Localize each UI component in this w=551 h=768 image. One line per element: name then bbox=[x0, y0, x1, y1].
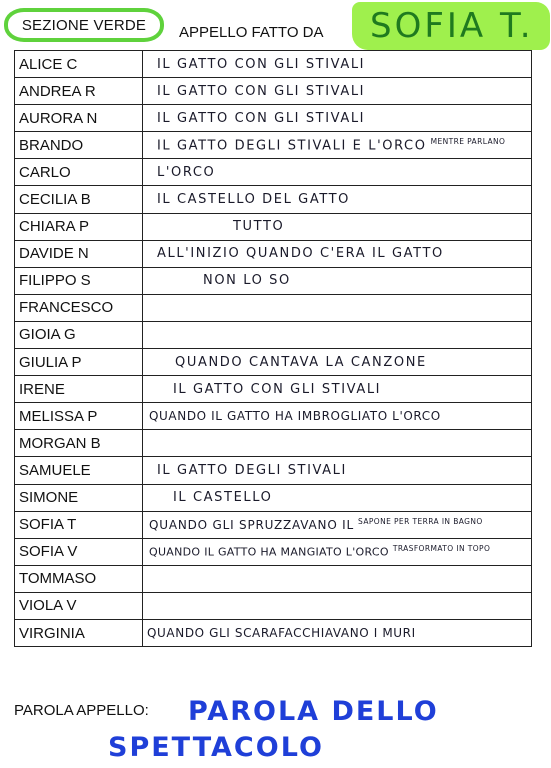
table-row bbox=[15, 592, 532, 619]
student-answer bbox=[143, 105, 532, 132]
answer-text: NON LO SO bbox=[203, 273, 291, 289]
roll-call-table bbox=[14, 50, 532, 647]
student-name: TOMMASO bbox=[15, 565, 143, 592]
student-name: ALICE C bbox=[15, 51, 143, 78]
table-row bbox=[15, 105, 532, 132]
answer-text: IL GATTO CON GLI STIVALI bbox=[157, 110, 366, 126]
answer-text: IL CASTELLO bbox=[173, 490, 273, 506]
student-answer bbox=[143, 213, 532, 240]
table-row bbox=[15, 213, 532, 240]
student-answer bbox=[143, 78, 532, 105]
answer-text: QUANDO GLI SPRUZZAVANO IL bbox=[149, 518, 355, 533]
roll-call-rows bbox=[15, 51, 532, 647]
student-name: ANDREA R bbox=[15, 78, 143, 105]
student-name: VIRGINIA bbox=[15, 619, 143, 646]
student-name: SOFIA V bbox=[15, 538, 143, 565]
answer-text: IL CASTELLO DEL GATTO bbox=[157, 192, 351, 208]
student-name: AURORA N bbox=[15, 105, 143, 132]
student-answer bbox=[143, 565, 532, 592]
student-name: DAVIDE N bbox=[15, 240, 143, 267]
answer-text: QUANDO CANTAVA LA CANZONE bbox=[175, 354, 427, 370]
section-name: SEZIONE VERDE bbox=[21, 17, 147, 34]
student-name: CHIARA P bbox=[15, 213, 143, 240]
student-name: FRANCESCO bbox=[15, 294, 143, 321]
sheet-header bbox=[0, 0, 551, 56]
roll-word-value bbox=[108, 694, 448, 766]
answer-text: IL GATTO CON GLI STIVALI bbox=[173, 381, 382, 397]
answer-text: L'ORCO bbox=[157, 164, 216, 180]
table-row bbox=[15, 484, 532, 511]
called-by-value: SOFIA T. bbox=[370, 6, 534, 46]
answer-note: TRASFORMATO IN TOPO bbox=[392, 544, 491, 554]
table-row bbox=[15, 457, 532, 484]
table-row bbox=[15, 51, 532, 78]
student-answer bbox=[143, 267, 532, 294]
student-answer bbox=[143, 321, 532, 348]
student-answer bbox=[143, 159, 532, 186]
answer-text: TUTTO bbox=[233, 219, 285, 235]
student-name: SAMUELE bbox=[15, 457, 143, 484]
student-name: IRENE bbox=[15, 376, 143, 403]
table-row bbox=[15, 78, 532, 105]
table-row bbox=[15, 240, 532, 267]
student-name: GIOIA G bbox=[15, 321, 143, 348]
table-row bbox=[15, 186, 532, 213]
answer-text: ALL'INIZIO QUANDO C'ERA IL GATTO bbox=[157, 246, 444, 262]
student-answer bbox=[143, 186, 532, 213]
answer-text: QUANDO IL GATTO HA IMBROGLIATO L'ORCO bbox=[149, 409, 441, 424]
table-row bbox=[15, 376, 532, 403]
student-name: SIMONE bbox=[15, 484, 143, 511]
student-name: CARLO bbox=[15, 159, 143, 186]
answer-text: IL GATTO DEGLI STIVALI E L'ORCO bbox=[157, 138, 427, 154]
table-row bbox=[15, 565, 532, 592]
student-answer bbox=[143, 511, 532, 538]
student-answer bbox=[143, 403, 532, 430]
student-answer bbox=[143, 349, 532, 376]
student-answer bbox=[143, 538, 532, 565]
answer-text: QUANDO IL GATTO HA MANGIATO L'ORCO bbox=[149, 546, 389, 560]
table-row bbox=[15, 321, 532, 348]
student-answer bbox=[143, 294, 532, 321]
answer-text: QUANDO GLI SCARAFACCHIAVANO I MURI bbox=[147, 626, 416, 641]
answer-text: IL GATTO CON GLI STIVALI bbox=[157, 56, 366, 72]
student-answer bbox=[143, 592, 532, 619]
table-row bbox=[15, 132, 532, 159]
student-answer bbox=[143, 457, 532, 484]
answer-text: IL GATTO DEGLI STIVALI bbox=[157, 462, 347, 478]
answer-note: MENTRE PARLANO bbox=[430, 137, 506, 147]
student-name: MORGAN B bbox=[15, 430, 143, 457]
called-by-label: APPELLO FATTO DA bbox=[179, 24, 324, 41]
roll-word-line-1: PAROLA DELLO bbox=[188, 696, 439, 727]
answer-text: IL GATTO CON GLI STIVALI bbox=[157, 83, 366, 99]
table-row bbox=[15, 619, 532, 646]
student-answer bbox=[143, 484, 532, 511]
table-row bbox=[15, 159, 532, 186]
student-answer bbox=[143, 132, 532, 159]
table-row bbox=[15, 538, 532, 565]
student-name: CECILIA B bbox=[15, 186, 143, 213]
student-answer bbox=[143, 619, 532, 646]
table-row bbox=[15, 267, 532, 294]
table-row bbox=[15, 294, 532, 321]
student-name: FILIPPO S bbox=[15, 267, 143, 294]
table-row bbox=[15, 403, 532, 430]
student-name: SOFIA T bbox=[15, 511, 143, 538]
answer-note: SAPONE PER TERRA IN BAGNO bbox=[358, 517, 483, 527]
student-name: MELISSA P bbox=[15, 403, 143, 430]
roll-word-label: PAROLA APPELLO: bbox=[14, 702, 149, 719]
student-name: BRANDO bbox=[15, 132, 143, 159]
student-name: VIOLA V bbox=[15, 592, 143, 619]
student-name: GIULIA P bbox=[15, 349, 143, 376]
roll-word-line-2: SPETTACOLO bbox=[108, 732, 324, 763]
student-answer bbox=[143, 240, 532, 267]
table-row bbox=[15, 511, 532, 538]
student-answer bbox=[143, 51, 532, 78]
student-answer bbox=[143, 376, 532, 403]
section-name-badge bbox=[4, 8, 164, 42]
table-row bbox=[15, 349, 532, 376]
student-answer bbox=[143, 430, 532, 457]
table-row bbox=[15, 430, 532, 457]
